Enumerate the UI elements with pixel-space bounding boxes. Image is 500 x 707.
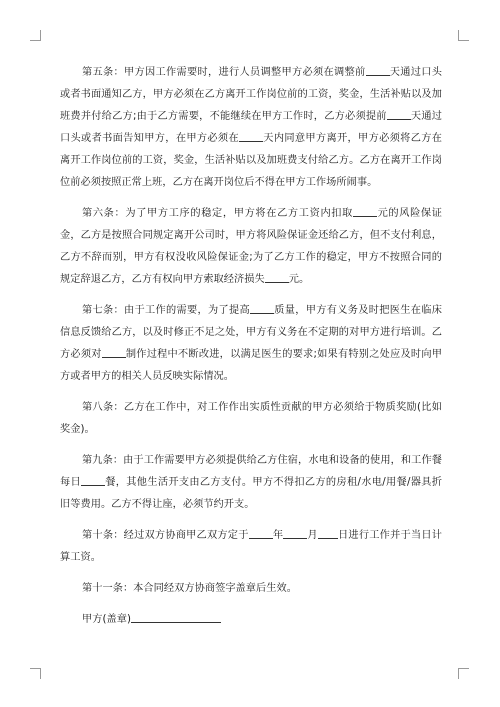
fill-blank[interactable] [81, 473, 105, 486]
article-6: 第六条：为了甲方工序的稳定，甲方将在乙方工资内扣取 元的风险保证金，乙方是按照合同规定离开公司时，甲方将风险保证金还给乙方，但不支付利息，乙方不辞而别，甲方有权没收风险保证金;为了乙方工作的稳定，甲方不按照合同的规定辞退乙方，乙方有权向甲方索取经济损失 元。 [60, 203, 442, 291]
fill-blank-day[interactable] [318, 526, 338, 539]
fill-blank[interactable] [239, 129, 263, 142]
fill-blank[interactable] [353, 204, 377, 217]
fill-blank-year[interactable] [249, 526, 273, 539]
article-8: 第八条：乙方在工作中，对工作作出实质性贡献的甲方必须给于物质奖励(比如奖金)。 [60, 402, 442, 435]
crop-mark-top-right [458, 30, 469, 41]
article-11: 第十一条：本合同经双方协商签字盖章后生效。 [82, 583, 297, 594]
article-9: 第九条：由于工作需要甲方必须提供给乙方住宿，水电和设备的使用，和工作餐每日 餐，其他生活开支由乙方支付。甲方不得扣乙方的房租/水电/用餐/器具折旧等费用。乙方不得让座，必须节约开支。 [60, 455, 442, 510]
fill-blank[interactable] [102, 345, 126, 358]
document-body [60, 62, 442, 640]
crop-mark-bottom-left [30, 668, 41, 679]
signature-line[interactable] [131, 610, 221, 623]
fill-blank-month[interactable] [283, 526, 307, 539]
signature-party-a: 甲方(盖章) [60, 609, 442, 631]
crop-mark-bottom-right [458, 668, 469, 679]
crop-mark-top-left [30, 30, 41, 41]
article-7: 第七条：由于工作的需要，为了提高 质量，甲方有义务及时把医生在临床信息反馈给乙方，以及时修正不足之处，甲方有义务在不定期的对甲方进行培训。乙方必须对 制作过程中不断改进，以满足医生的要求;如果有特别之处应及时向甲方或者甲方的相关人员反映实际情况。 [60, 300, 442, 388]
article-10: 第十条：经过双方协商甲乙双方定于 年 月 日进行工作并于当日计算工资。 [60, 525, 442, 569]
article-5: 第五条：甲方因工作需要时，进行人员调整甲方必须在调整前 天通过口头或者书面通知乙方，甲方必须在乙方离开工作岗位前的工资，奖金，生活补贴以及加班费并付给乙方;由于乙方需要，不能继续在甲方工作时，乙方必须提前 天通过口头或者书面告知甲方，在甲方必须在 天内同意甲方离开，甲方必须将乙方在离开工作岗位前的工资，奖金，生活补贴以及加班费支付给乙方。乙方在离开工作岗位前必须按照正常上班，乙方在离开岗位后不得在甲方工作场所闹事。 [60, 62, 442, 194]
fill-blank[interactable] [387, 107, 411, 120]
fill-blank[interactable] [265, 270, 289, 283]
fill-blank[interactable] [366, 63, 390, 76]
fill-blank[interactable] [250, 301, 274, 314]
